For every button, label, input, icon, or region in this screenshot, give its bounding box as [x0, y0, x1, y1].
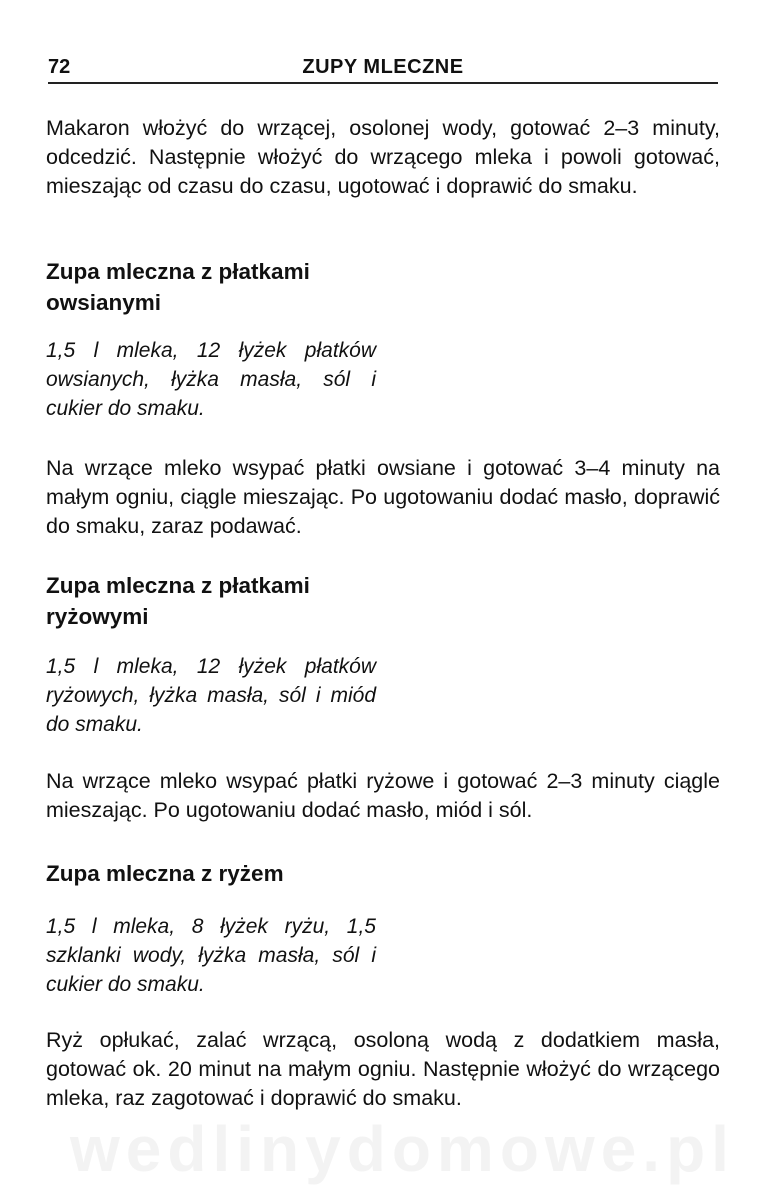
method-oat: Na wrzące mleko wsypać płatki owsiane i gotować 3–4 minuty na małym ogniu, ciągle mieszając. Po ugotowaniu dodać masło, doprawić do smaku, zaraz podawać.	[46, 456, 720, 538]
recipe-title-line: Zupa mleczna z płatkami	[46, 259, 310, 284]
ingredients-oat: 1,5 l mleka, 12 łyżek płatków owsianych, łyżka masła, sól i cukier do smaku.	[46, 339, 376, 420]
watermark: wedlinydomowe.pl	[70, 1113, 735, 1185]
ingredients-rice-flakes: 1,5 l mleka, 12 łyżek płatków ryżowych, łyżka masła, sól i miód do smaku.	[46, 655, 376, 736]
recipe-title-line: Zupa mleczna z płatkami	[46, 573, 310, 598]
recipe-title-rice-flakes	[46, 570, 406, 632]
running-head	[48, 54, 718, 84]
recipe-title-rice	[46, 858, 406, 889]
recipe-title-line: owsianymi	[46, 290, 162, 315]
recipe-title-oat	[46, 256, 406, 318]
chapter-title: ZUPY MLECZNE	[302, 56, 464, 78]
method-rice: Ryż opłukać, zalać wrzącą, osoloną wodą z dodatkiem masła, gotować ok. 20 minut na małym ogniu. Następnie włożyć do wrzącego mleka, raz zagotować i doprawić do smaku.	[46, 1028, 720, 1110]
ingredients-rice: 1,5 l mleka, 8 łyżek ryżu, 1,5 szklanki wody, łyżka masła, sól i cukier do smaku.	[46, 915, 376, 996]
page-number: 72	[48, 56, 71, 78]
method-rice-flakes: Na wrzące mleko wsypać płatki ryżowe i gotować 2–3 minuty ciągle mieszając. Po ugotowaniu dodać masło, miód i sól.	[46, 769, 720, 822]
recipe-title-line: Zupa mleczna z ryżem	[46, 861, 284, 886]
intro-paragraph: Makaron włożyć do wrzącej, osolonej wody, gotować 2–3 minuty, odcedzić. Następnie włożyć do wrzącego mleka i powoli gotować, mieszając od czasu do czasu, ugotować i doprawić do smaku.	[46, 116, 720, 198]
recipe-title-line: ryżowymi	[46, 604, 149, 629]
